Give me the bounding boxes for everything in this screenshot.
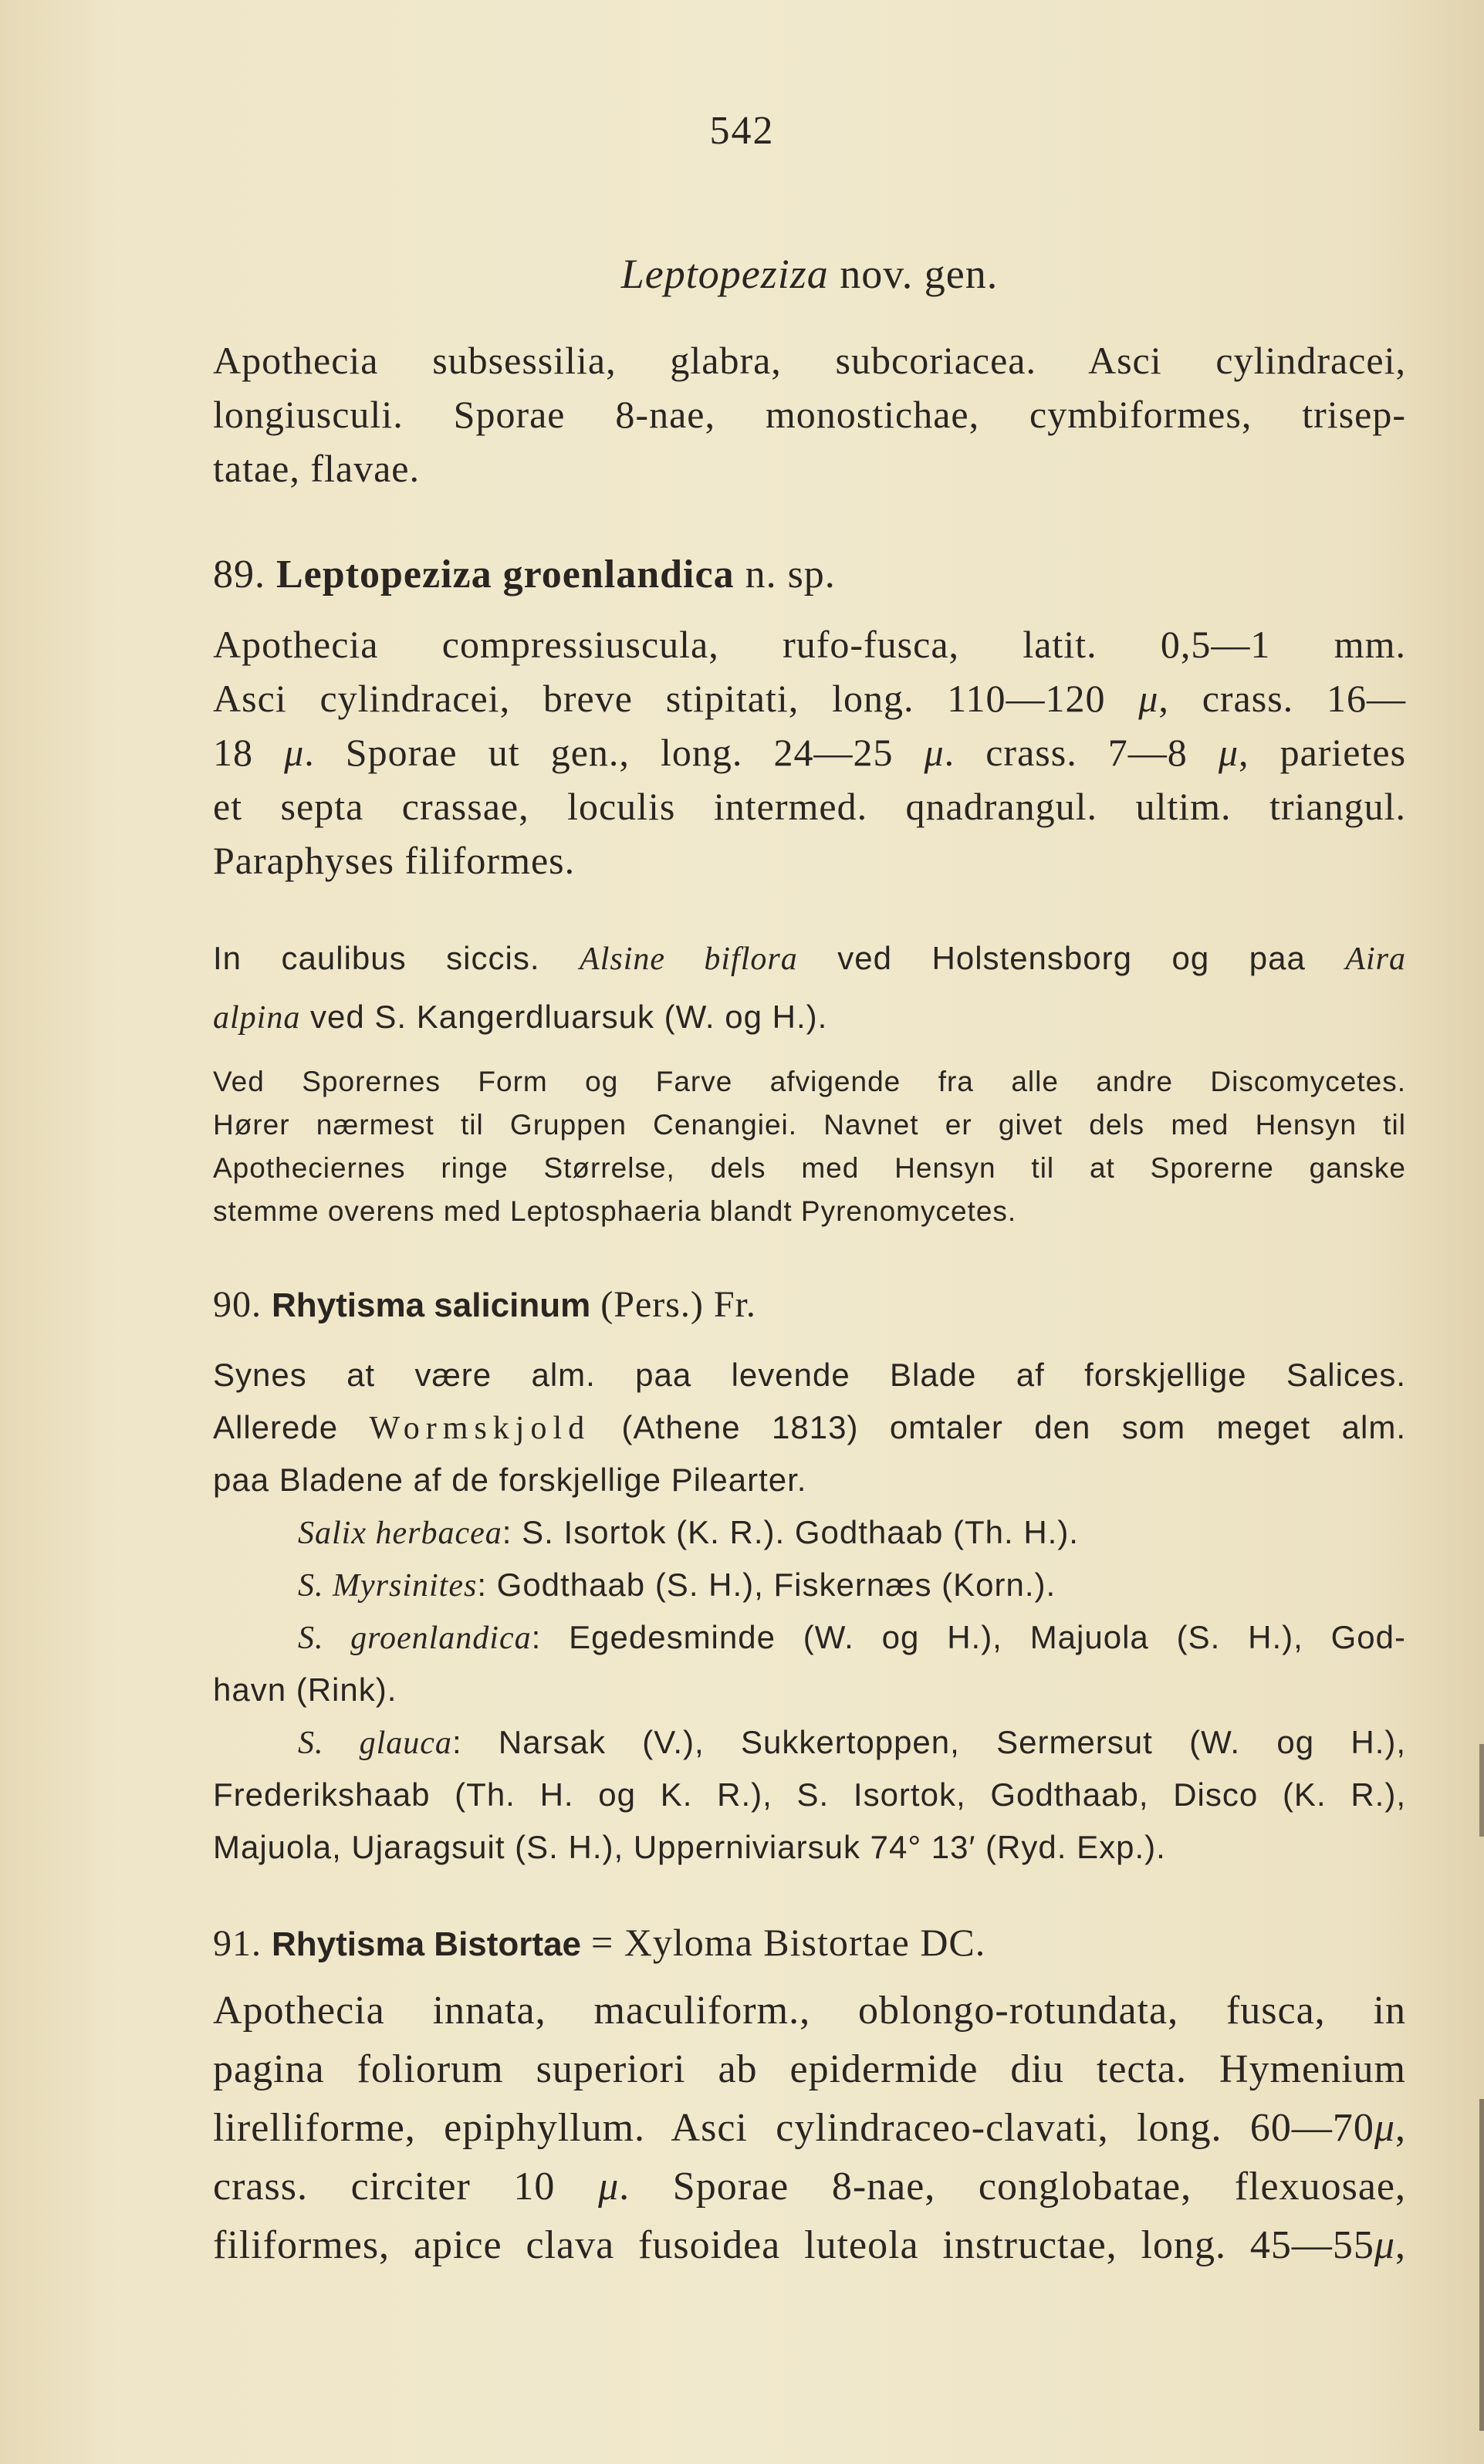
note-line: Ved Sporernes Form og Farve afvigende fra alle andre Discomycetes. [213, 1066, 1406, 1097]
host-taxon: Aira [1345, 941, 1407, 977]
intro-line: Synes at være alm. paa levende Blade af forskjellige Salices. [213, 1357, 1406, 1393]
host-entry: Salix herbacea: S. Isortok (K. R.). Godthaab (Th. H.). [298, 1514, 1079, 1551]
host-taxon: Salix herbacea [298, 1516, 502, 1551]
species-heading-89 [213, 548, 1406, 602]
description-line: filiformes, apice clava fusoidea luteola instructae, long. 45—55μ, [213, 2223, 1406, 2267]
description-line: 18 μ. Sporae ut gen., long. 24—25 μ. crass. 7—8 μ, parietes [213, 731, 1407, 774]
host-taxon: alpina [213, 1000, 301, 1036]
host-entry: S. groenlandica: Egedesminde (W. og H.), Majuola (S. H.), God- [298, 1619, 1407, 1656]
description-line: lirelliforme, epiphyllum. Asci cylindraceo-clavati, long. 60—70μ, [213, 2106, 1406, 2150]
species-name: Rhytisma Bistortae [272, 1925, 582, 1963]
habitat-line: alpina ved S. Kangerdluarsuk (W. og H.). [213, 999, 828, 1036]
genus-name: Leptopeziza [620, 251, 829, 297]
note-line: Apotheciernes ringe Størrelse, dels med Hensyn til at Sporerne ganske [213, 1152, 1406, 1184]
host-entry: S. Myrsinites: Godthaab (S. H.), Fiskernæs (Korn.). [298, 1567, 1056, 1604]
host-entry-continued: Frederikshaab (Th. H. og K. R.), S. Isortok, Godthaab, Disco (K. R.), [213, 1776, 1406, 1813]
species-name: Rhytisma salicinum [272, 1286, 591, 1324]
page-number: 542 [709, 109, 775, 153]
host-taxon: Alsine biflora [580, 941, 798, 977]
genus-description-line: Apothecia subsessilia, glabra, subcoriacea. Asci cylindracei, [213, 339, 1406, 382]
page-edge-mark [1479, 1744, 1484, 1837]
species-heading-90 [213, 1278, 1406, 1333]
host-taxon: S. glauca [298, 1725, 452, 1761]
host-entry-continued: havn (Rink). [213, 1671, 397, 1708]
species-name: Leptopeziza groenlandica [276, 553, 735, 597]
author-name: Wormskjold [369, 1411, 591, 1446]
intro-line: Allerede Wormskjold (Athene 1813) omtaler den som meget alm. [213, 1409, 1406, 1446]
note-line: stemme overens med Leptosphaeria blandt Pyrenomycetes. [213, 1195, 1017, 1227]
description-line: Paraphyses filiformes. [213, 839, 576, 882]
habitat-line: In caulibus siccis. Alsine biflora ved Holstensborg og paa Aira [213, 940, 1407, 977]
description-line: Apothecia compressiuscula, rufo-fusca, latit. 0,5—1 mm. [213, 623, 1406, 666]
intro-line: paa Bladene af de forskjellige Pilearter. [213, 1462, 807, 1498]
species-synonym: = Xyloma Bistortae DC. [591, 1921, 986, 1964]
genus-description-line: tatae, flavae. [213, 447, 420, 490]
genus-header [213, 247, 1406, 301]
description-line: Asci cylindracei, breve stipitati, long. 110—120 μ, crass. 16— [213, 677, 1406, 720]
description-line: pagina foliorum superiori ab epidermide diu tecta. Hymenium [213, 2047, 1406, 2091]
description-line: Apothecia innata, maculiform., oblongo-rotundata, fusca, in [213, 1989, 1406, 2033]
page-edge-mark [1479, 2099, 1484, 2431]
species-author: n. sp. [745, 553, 836, 597]
species-author: (Pers.) Fr. [600, 1284, 756, 1325]
species-number: 90. [213, 1284, 262, 1325]
genus-suffix: nov. gen. [840, 251, 999, 297]
description-line: crass. circiter 10 μ. Sporae 8-nae, conglobatae, flexuosae, [213, 2165, 1407, 2209]
host-taxon: S. Myrsinites [298, 1568, 478, 1604]
species-number: 91. [213, 1923, 262, 1964]
genus-description-line: longiusculi. Sporae 8-nae, monostichae, cymbiformes, trisep- [213, 393, 1406, 436]
description-line: et septa crassae, loculis intermed. qnadrangul. ultim. triangul. [213, 785, 1406, 828]
note-line: Hører nærmest til Gruppen Cenangiei. Navnet er givet dels med Hensyn til [213, 1109, 1406, 1141]
host-entry: S. glauca: Narsak (V.), Sukkertoppen, Sermersut (W. og H.), [298, 1724, 1407, 1761]
host-entry-continued: Majuola, Ujaragsuit (S. H.), Upperniviarsuk 74° 13′ (Ryd. Exp.). [213, 1829, 1166, 1865]
species-number: 89. [213, 553, 265, 597]
host-taxon: S. groenlandica [298, 1621, 532, 1656]
species-heading-91 [213, 1915, 1406, 1972]
